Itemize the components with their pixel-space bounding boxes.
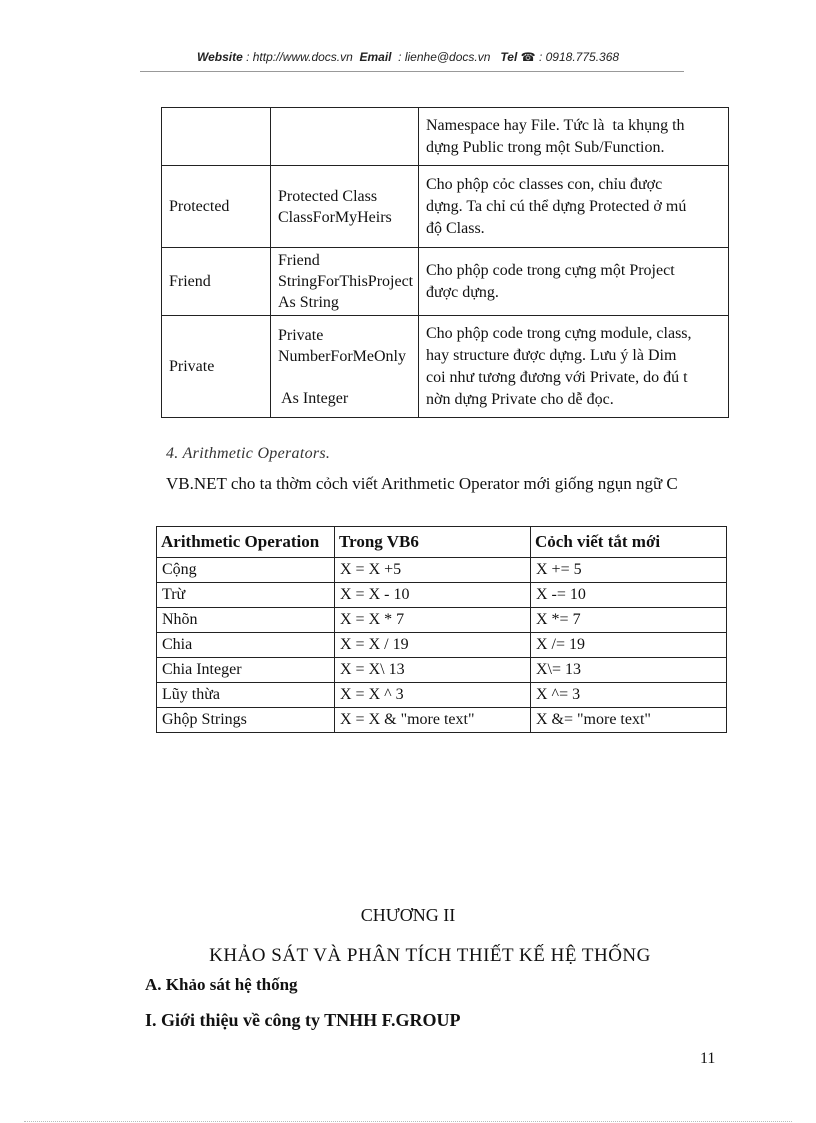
table-row [157,633,727,658]
website-label: Website [196,50,243,64]
phone-icon: ☎ [520,50,536,64]
table-row [162,108,729,166]
table-cell: X = X / 19 [335,633,531,658]
table-cell: Namespace hay File. Tức là ta khụng th dựng Public trong một Sub/Function. [419,108,729,166]
table-cell: X = X * 7 [335,608,531,633]
table-cell: Private NumberForMeOnly As Integer [271,316,419,418]
table-cell: X = X - 10 [335,583,531,608]
arithmetic-operator-table [156,526,727,733]
table-cell: Ghộp Strings [157,708,335,733]
chapter-subtitle: KHẢO SÁT VÀ PHÂN TÍCH THIẾT KẾ HỆ THỐNG [209,945,651,966]
table-header-row [157,527,727,558]
heading-a: A. Khảo sát hệ thống [145,975,298,994]
table-cell: Cộng [157,558,335,583]
table-cell: Friend StringForThisProject As String [271,248,419,316]
table-cell: X = X & "more text" [335,708,531,733]
table-cell: Trừ [157,583,335,608]
table-cell: X\= 13 [531,658,727,683]
header-divider [140,71,684,72]
table-row [162,316,729,418]
table-row [157,658,727,683]
tel-value: : 0918.775.368 [538,50,620,64]
website-url: : http://www.docs.vn [246,50,353,64]
table-row [162,248,729,316]
table-cell: Lũy thừa [157,683,335,708]
table-cell: X = X +5 [335,558,531,583]
page-header [0,50,816,64]
table-cell: Cho phộp code trong cựng module, class, hay structure được dựng. Lưu ý là Dim coi như tương đương với Private, do đú t nờn dựng Private cho dễ đọc. [419,316,729,418]
table-cell: X = X ^ 3 [335,683,531,708]
table-cell: X -= 10 [531,583,727,608]
table-cell: X += 5 [531,558,727,583]
table-row [162,166,729,248]
heading-i: I. Giới thiệu về công ty TNHH F.GROUP [145,1010,461,1030]
table-row [157,608,727,633]
table-cell: Cho phộp code trong cựng một Project được dựng. [419,248,729,316]
email-value: : lienhe@docs.vn [398,50,491,64]
footer-divider [24,1121,792,1122]
section-body: VB.NET cho ta thờm cỏch viết Arithmetic Operator mới giống ngụn ngữ C [166,474,678,493]
table-cell: Private [162,316,271,418]
table-row [157,583,727,608]
table-cell: Protected [162,166,271,248]
table-cell: Cho phộp cỏc classes con, chỉu được dựng. Ta chỉ cú thể dựng Protected ở mú độ Class. [419,166,729,248]
table-cell: X /= 19 [531,633,727,658]
page-number: 11 [700,1050,716,1067]
table-cell: X ^= 3 [531,683,727,708]
table-row [157,708,727,733]
table-cell: Friend [162,248,271,316]
table-cell [271,108,419,166]
access-modifier-table [161,107,729,418]
table-cell: X &= "more text" [531,708,727,733]
column-header: Cỏch viết tắt mới [531,527,727,558]
table-cell: Nhõn [157,608,335,633]
table-cell [162,108,271,166]
table-cell: Chia [157,633,335,658]
table-cell: X *= 7 [531,608,727,633]
column-header: Arithmetic Operation [157,527,335,558]
column-header: Trong VB6 [335,527,531,558]
section-title: 4. Arithmetic Operators. [166,445,331,462]
table-cell: Chia Integer [157,658,335,683]
table-cell: X = X\ 13 [335,658,531,683]
chapter-title: CHƯƠNG II [360,905,456,925]
table-row [157,683,727,708]
email-label: Email [359,50,392,64]
table-cell: Protected Class ClassForMyHeirs [271,166,419,248]
tel-label: Tel [500,50,518,64]
table-row [157,558,727,583]
